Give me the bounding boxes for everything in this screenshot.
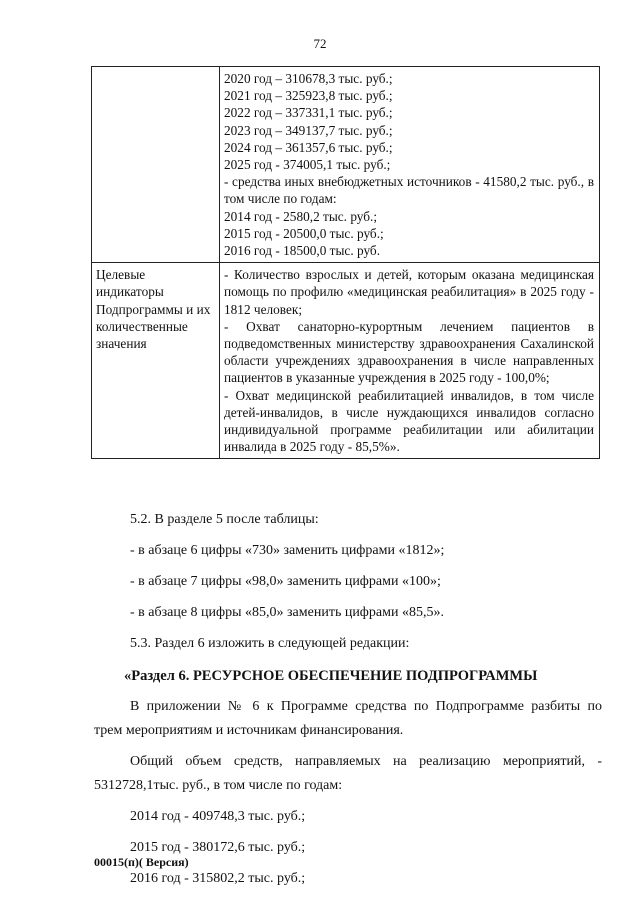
list-item: 2016 год - 18500,0 тыс. руб. [224,243,381,259]
list-item: 2015 год - 20500,0 тыс. руб.; [224,225,384,241]
year-amount: 2014 год - 409748,3 тыс. руб.; [130,809,306,824]
list-item: 2021 год – 325923,8 тыс. руб.; [224,88,393,104]
table-row [92,67,600,263]
paragraph: 5.3. Раздел 6 изложить в следующей редакции: [130,636,410,651]
list-item: - Количество взрослых и детей, которым оказана медицинская помощь по профилю «медицинская реабилитация» в 2025 году - 1812 человек; [224,267,594,317]
table-row [92,263,600,459]
paragraph: 5.2. В разделе 5 после таблицы: [130,512,319,527]
year-amount: 2016 год - 315802,2 тыс. руб.; [130,871,306,886]
document-footer: 00015(п)( Версия) [94,855,189,869]
section-heading: «Раздел 6. РЕСУРСНОЕ ОБЕСПЕЧЕНИЕ ПОДПРОГРАММЫ [124,668,538,684]
list-item: 2024 год – 361357,6 тыс. руб.; [224,139,393,155]
paragraph: - в абзаце 6 цифры «730» заменить цифрами «1812»; [130,543,445,558]
list-item: 2014 год - 2580,2 тыс. руб.; [224,208,378,224]
passport-table [91,66,600,459]
list-item: 2020 год – 310678,3 тыс. руб.; [224,71,393,86]
list-item: 2023 год – 349137,7 тыс. руб.; [224,122,393,138]
paragraph: трем мероприятиям и источникам финансирования. [94,723,404,738]
list-item: - Охват медицинской реабилитацией инвалидов, в том числе детей-инвалидов, в числе нуждающихся инвалидов согласно индивидуальной программе реабилитации или абилитации инвалида в 2025 году - 85,5%». [224,387,594,455]
paragraph: Общий объем средств, направляемых на реализацию мероприятий, - [130,754,602,769]
row-content [220,263,600,459]
document-body [94,510,602,889]
page-number: 72 [313,36,327,51]
row-content [220,67,600,263]
list-item: - Охват санаторно-курортным лечением пациентов в подведомственных министерству здравоохранения Сахалинской области учреждениях здравоохранения в числе направленных пациентов в указанные учреждения в 2025 году - 100,0%; [224,318,594,386]
year-amount: 2015 год - 380172,6 тыс. руб.; [130,840,306,855]
paragraph: В приложении № 6 к Программе средства по Подпрограмме разбиты по [130,699,602,714]
list-item: 2025 год - 374005,1 тыс. руб.; [224,157,391,173]
paragraph: - в абзаце 8 цифры «85,0» заменить цифрами «85,5». [130,605,444,620]
row-label: Целевые индикаторы Подпрограммы и их количественные значения [92,263,220,459]
paragraph: 5312728,1тыс. руб., в том числе по годам: [94,778,343,793]
list-item: - средства иных внебюджетных источников - 41580,2 тыс. руб., в том числе по годам: [224,174,594,207]
list-item: 2022 год – 337331,1 тыс. руб.; [224,105,393,121]
paragraph: - в абзаце 7 цифры «98,0» заменить цифрами «100»; [130,574,441,589]
row-label [92,67,220,263]
